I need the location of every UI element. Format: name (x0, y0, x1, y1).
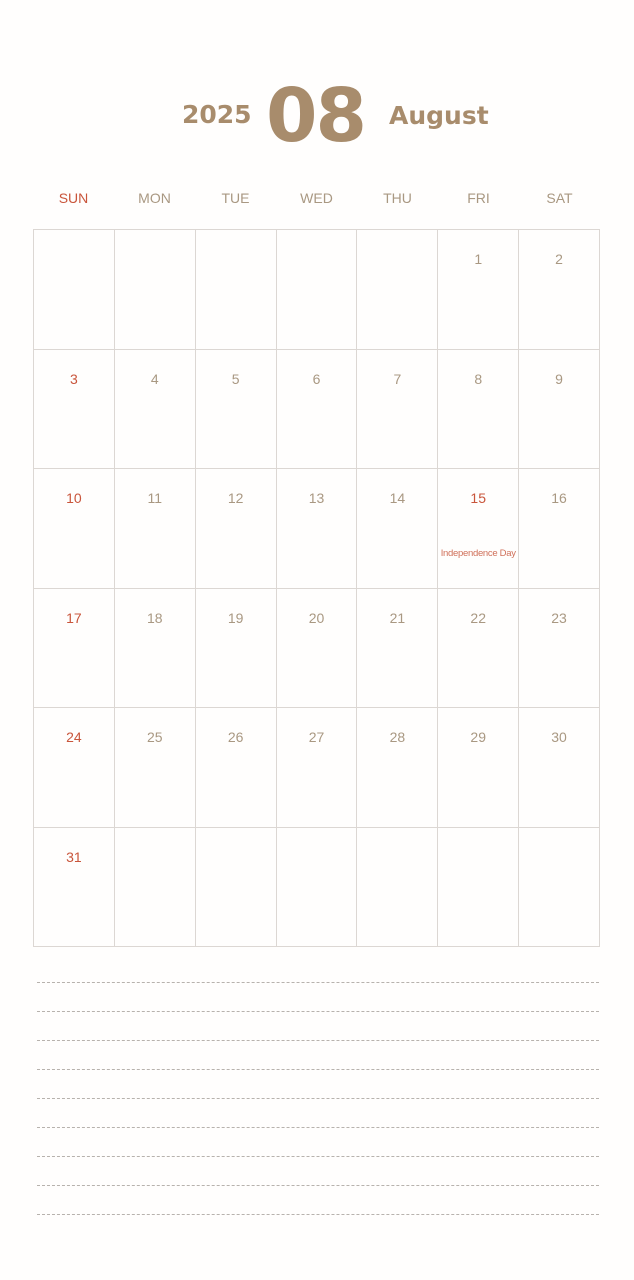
calendar-grid (33, 229, 600, 947)
empty-day-cell (519, 828, 600, 948)
weekday-sat: SAT (546, 190, 573, 206)
day-cell-1[interactable] (438, 230, 519, 350)
day-cell-12[interactable] (196, 469, 277, 589)
year-label: 2025 (182, 100, 252, 129)
day-number: 21 (389, 609, 406, 626)
day-cell-20[interactable] (277, 589, 358, 709)
day-number: 1 (474, 251, 483, 267)
day-number: 26 (227, 729, 244, 745)
empty-day-cell (438, 828, 519, 948)
weekday-mon: MON (138, 190, 171, 206)
day-number: 17 (66, 609, 82, 626)
day-number: 28 (389, 729, 406, 745)
day-cell-13[interactable] (277, 469, 358, 589)
note-line[interactable] (37, 1127, 599, 1128)
note-line[interactable] (37, 1214, 599, 1215)
day-number: 30 (551, 729, 567, 745)
month-name: August (389, 101, 489, 130)
day-number: 20 (308, 609, 325, 626)
day-number: 6 (312, 370, 321, 387)
day-cell-17[interactable] (34, 589, 115, 709)
empty-day-cell (196, 230, 277, 350)
day-number: 7 (393, 370, 402, 387)
weekday-wed: WED (300, 190, 333, 206)
day-number: 12 (227, 490, 244, 506)
day-cell-7[interactable] (357, 350, 438, 470)
day-cell-4[interactable] (115, 350, 196, 470)
weekday-fri: FRI (467, 190, 490, 206)
day-number: 19 (227, 609, 244, 626)
notes-area (37, 982, 599, 1243)
day-number: 8 (474, 370, 483, 387)
day-cell-21[interactable] (357, 589, 438, 709)
day-cell-11[interactable] (115, 469, 196, 589)
day-number: 3 (70, 370, 78, 387)
empty-day-cell (357, 828, 438, 948)
day-cell-3[interactable] (34, 350, 115, 470)
day-cell-25[interactable] (115, 708, 196, 828)
day-number: 29 (470, 729, 486, 745)
day-number: 5 (231, 370, 240, 387)
note-line[interactable] (37, 1185, 599, 1186)
day-cell-8[interactable] (438, 350, 519, 470)
empty-day-cell (357, 230, 438, 350)
empty-day-cell (34, 230, 115, 350)
day-cell-28[interactable] (357, 708, 438, 828)
day-number: 11 (147, 490, 163, 506)
day-number: 25 (146, 729, 163, 745)
day-number: 31 (66, 848, 82, 865)
day-number: 9 (555, 370, 563, 387)
day-cell-16[interactable] (519, 469, 600, 589)
note-line[interactable] (37, 1011, 599, 1012)
day-cell-30[interactable] (519, 708, 600, 828)
day-cell-22[interactable] (438, 589, 519, 709)
empty-day-cell (115, 828, 196, 948)
day-number: 15 (470, 490, 486, 506)
day-number: 27 (308, 729, 325, 745)
day-cell-29[interactable] (438, 708, 519, 828)
holiday-label: Independence Day (440, 548, 516, 559)
day-cell-14[interactable] (357, 469, 438, 589)
month-number: 08 (266, 73, 365, 159)
day-cell-5[interactable] (196, 350, 277, 470)
day-number: 16 (551, 490, 567, 506)
note-line[interactable] (37, 982, 599, 983)
note-line[interactable] (37, 1069, 599, 1070)
note-line[interactable] (37, 1098, 599, 1099)
empty-day-cell (277, 828, 358, 948)
day-number: 18 (146, 609, 163, 626)
note-line[interactable] (37, 1156, 599, 1157)
day-cell-9[interactable] (519, 350, 600, 470)
day-cell-19[interactable] (196, 589, 277, 709)
day-cell-31[interactable] (34, 828, 115, 948)
day-cell-15[interactable] (438, 469, 519, 589)
weekday-tue: TUE (221, 190, 250, 206)
day-cell-24[interactable] (34, 708, 115, 828)
day-number: 2 (555, 251, 563, 267)
day-number: 13 (308, 490, 325, 506)
day-cell-27[interactable] (277, 708, 358, 828)
weekday-thu: THU (383, 190, 412, 206)
day-number: 14 (389, 490, 406, 506)
day-number: 4 (150, 370, 159, 387)
empty-day-cell (277, 230, 358, 350)
empty-day-cell (196, 828, 277, 948)
day-number: 22 (470, 609, 486, 626)
day-cell-2[interactable] (519, 230, 600, 350)
day-number: 10 (66, 490, 82, 506)
day-cell-10[interactable] (34, 469, 115, 589)
day-number: 23 (551, 609, 567, 626)
weekday-header-row (33, 186, 600, 210)
day-number: 24 (66, 729, 82, 745)
day-cell-23[interactable] (519, 589, 600, 709)
weekday-sun: SUN (58, 190, 89, 206)
day-cell-6[interactable] (277, 350, 358, 470)
calendar-header (0, 73, 634, 159)
empty-day-cell (115, 230, 196, 350)
day-cell-18[interactable] (115, 589, 196, 709)
day-cell-26[interactable] (196, 708, 277, 828)
note-line[interactable] (37, 1040, 599, 1041)
